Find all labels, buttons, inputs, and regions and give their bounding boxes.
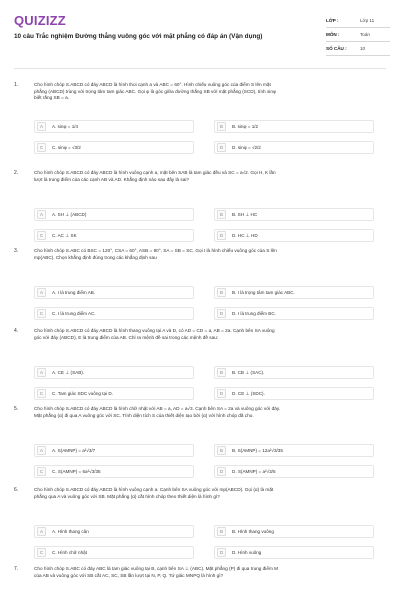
question-text xyxy=(34,406,384,419)
answer-option-a[interactable] xyxy=(34,120,194,133)
option-letter-badge: D xyxy=(217,548,226,557)
answer-option-b[interactable] xyxy=(214,525,374,538)
option-letter-badge: B xyxy=(217,527,226,536)
question-line: Cho hình chóp S.ABC có đáy ABC là tam giác vuông tại B, cạnh bên SA ⊥ (ABC). Mặt phẳng (P) đi qua trung điểm M xyxy=(34,566,279,571)
question-item xyxy=(14,566,386,596)
option-text: C. S(AMNP) = 6a²√3/35 xyxy=(52,469,101,474)
meta-key: MÔN : xyxy=(326,32,340,37)
option-text: C. AC ⊥ SK xyxy=(52,232,77,238)
question-item xyxy=(14,487,386,563)
option-letter-badge: B xyxy=(217,210,226,219)
option-letter-badge: A xyxy=(37,527,46,536)
option-text: C. sinφ = √3/2 xyxy=(52,145,81,150)
question-line: Mặt phẳng (α) đi qua A vuông góc với SC. Tính diện tích S của thiết diện tạo bởi (α) với hình chóp đã cho. xyxy=(34,412,254,418)
answer-option-d[interactable] xyxy=(214,387,374,400)
document-title: 10 câu Trắc nghiệm Đường thẳng vuông góc với mặt phẳng có đáp án (Vận dụng) xyxy=(14,33,263,40)
answer-option-d[interactable] xyxy=(214,141,374,154)
answer-option-c[interactable] xyxy=(34,465,194,478)
option-letter-badge: B xyxy=(217,446,226,455)
option-text: B. SH ⊥ HC xyxy=(232,211,258,217)
question-line: Cho hình chóp S.ABCD có đáy ABCD là hình thoi cạnh a và ABC = 60°. Hình chiếu vuông góc của điểm S lên mặt xyxy=(34,82,271,87)
meta-key: LỚP : xyxy=(326,18,339,23)
meta-value: Lớp 11 xyxy=(360,18,375,23)
question-line: góc với đáy (ABCD), E là trung điểm của AB. Chỉ ra mệnh đề sai trong các mệnh đề sau: xyxy=(34,334,219,340)
answer-option-c[interactable] xyxy=(34,141,194,154)
answer-option-a[interactable] xyxy=(34,366,194,379)
option-letter-badge: B xyxy=(217,122,226,131)
option-letter-badge: C xyxy=(37,467,46,476)
question-text xyxy=(34,328,384,341)
option-letter-badge: D xyxy=(217,389,226,398)
option-text: D. I là trung điểm BC. xyxy=(232,311,276,316)
question-number: 4. xyxy=(14,328,19,334)
question-number: 6. xyxy=(14,487,19,493)
option-text: A. I là trung điểm AB. xyxy=(52,290,96,295)
question-line: phẳng qua A và vuông góc với SB. Mặt phẳng (α) cắt hình chóp theo thiết diện là hình gì? xyxy=(34,493,220,499)
question-line: phẳng (ABCD) trùng với trọng tâm tam giác ABC. Gọi φ là góc giữa đường thẳng SB với mặt phẳng (SCD), tính sinφ xyxy=(34,88,276,94)
answer-option-c[interactable] xyxy=(34,546,194,559)
meta-value: 10 xyxy=(360,46,366,51)
option-letter-badge: C xyxy=(37,389,46,398)
quizizz-logo: QUIZIZZ xyxy=(14,13,66,28)
option-text: B. sinφ = 1/2 xyxy=(232,124,259,129)
option-letter-badge: B xyxy=(217,288,226,297)
question-item xyxy=(14,406,386,482)
question-line: biết rằng SB = a. xyxy=(34,95,70,101)
answer-option-d[interactable] xyxy=(214,229,374,242)
option-letter-badge: A xyxy=(37,446,46,455)
option-letter-badge: D xyxy=(217,143,226,152)
meta-value: Toán xyxy=(360,32,370,37)
question-line: Cho hình chóp S.ABCD có đáy ABCD là hình vuông cạnh a. Cạnh bên SA vuông góc với mp(ABCD). Gọi (α) là mặt xyxy=(34,487,274,492)
answer-option-b[interactable] xyxy=(214,444,374,457)
option-text: A. SH ⊥ (ABCD) xyxy=(52,211,87,217)
question-text xyxy=(34,487,384,500)
answer-option-a[interactable] xyxy=(34,286,194,299)
option-text: A. S(AMNP) = a²√3/7 xyxy=(52,448,96,453)
header-divider xyxy=(14,68,386,69)
option-text: D. CE ⊥ (SDC). xyxy=(232,390,265,396)
answer-option-a[interactable] xyxy=(34,208,194,221)
option-letter-badge: D xyxy=(217,467,226,476)
question-number: 2. xyxy=(14,170,19,176)
option-text: D. HC ⊥ HD xyxy=(232,232,258,238)
answer-option-d[interactable] xyxy=(214,546,374,559)
question-line: lượt là trung điểm của các cạnh AB và AD. Khẳng định nào sau đây là sai? xyxy=(34,176,190,182)
answer-option-d[interactable] xyxy=(214,465,374,478)
option-letter-badge: A xyxy=(37,210,46,219)
header xyxy=(0,0,400,66)
meta-box xyxy=(326,14,390,56)
question-line: Cho hình chóp S.ABCD có đáy ABCD là hình thang vuông tại A và D, có AD = CD = a, AB = 2a. Cạnh bên SA vuông xyxy=(34,328,275,333)
question-item xyxy=(14,248,386,324)
option-letter-badge: A xyxy=(37,122,46,131)
option-text: C. Tam giác SDC vuông tại D. xyxy=(52,391,113,396)
option-text: D. Hình vuông xyxy=(232,550,262,555)
question-text xyxy=(34,82,384,102)
option-text: C. Hình chữ nhật xyxy=(52,550,87,555)
answer-option-a[interactable] xyxy=(34,444,194,457)
option-text: B. Hình thang vuông xyxy=(232,529,274,534)
question-item xyxy=(14,82,386,158)
option-text: A. CE ⊥ (SAB). xyxy=(52,369,85,375)
question-line: mp(ABC). Chọn khẳng định đúng trong các khẳng định sau xyxy=(34,254,157,260)
question-line: Cho hình chóp S.ABCD có đáy ABCD là hình vuông cạnh a, mặt bên SAB là tam giác đều và SC = a√2. Gọi H, K lần xyxy=(34,170,276,175)
answer-option-a[interactable] xyxy=(34,525,194,538)
question-number: 3. xyxy=(14,248,19,254)
option-letter-badge: C xyxy=(37,231,46,240)
question-text xyxy=(34,170,384,183)
option-letter-badge: A xyxy=(37,368,46,377)
question-line: Cho hình chóp S.ABCD có đáy ABCD là hình chữ nhật với AB = a, AD = a√3. Cạnh bên SA = 2a và vuông góc với đáy. xyxy=(34,406,281,411)
answer-option-b[interactable] xyxy=(214,366,374,379)
answer-option-b[interactable] xyxy=(214,120,374,133)
option-letter-badge: D xyxy=(217,231,226,240)
option-text: A. Hình thang cân xyxy=(52,529,89,534)
option-letter-badge: C xyxy=(37,143,46,152)
option-text: D. S(AMNP) = a²√3/5 xyxy=(232,469,276,474)
meta-row-count xyxy=(326,42,390,56)
answer-option-b[interactable] xyxy=(214,208,374,221)
answer-option-b[interactable] xyxy=(214,286,374,299)
option-letter-badge: C xyxy=(37,309,46,318)
option-text: A. sinφ = 1/4 xyxy=(52,124,79,129)
question-item xyxy=(14,328,386,404)
answer-option-c[interactable] xyxy=(34,229,194,242)
meta-row-subject xyxy=(326,28,390,42)
option-text: C. I là trung điểm AC. xyxy=(52,311,96,316)
option-text: D. sinφ = √2/2 xyxy=(232,145,261,150)
question-text xyxy=(34,566,384,579)
answer-option-d[interactable] xyxy=(214,307,374,320)
option-letter-badge: B xyxy=(217,368,226,377)
answer-option-c[interactable] xyxy=(34,387,194,400)
option-letter-badge: A xyxy=(37,288,46,297)
answer-option-c[interactable] xyxy=(34,307,194,320)
option-letter-badge: C xyxy=(37,548,46,557)
meta-row-class xyxy=(326,14,390,28)
meta-key: SỐ CÂU : xyxy=(326,46,347,51)
question-number: 5. xyxy=(14,406,19,412)
question-number: 7. xyxy=(14,566,19,572)
option-text: B. I là trọng tâm tam giác ABC. xyxy=(232,290,295,295)
question-line: của AB và vuông góc với SB cắt AC, SC, SB lần lượt tại N, P, Q. Tứ giác MNPQ là hình gì? xyxy=(34,572,224,578)
option-letter-badge: D xyxy=(217,309,226,318)
question-text xyxy=(34,248,384,261)
question-number: 1. xyxy=(14,82,19,88)
question-item xyxy=(14,170,386,246)
question-line: Cho hình chóp S.ABC có BSC = 120°, CSA = 60°, ASB = 90°, SA = SB = SC. Gọi I là hình chiếu vuông góc của S lên xyxy=(34,248,277,253)
option-text: B. S(AMNP) = 12a²√3/35 xyxy=(232,448,283,453)
option-text: B. CB ⊥ (SAC). xyxy=(232,369,265,375)
